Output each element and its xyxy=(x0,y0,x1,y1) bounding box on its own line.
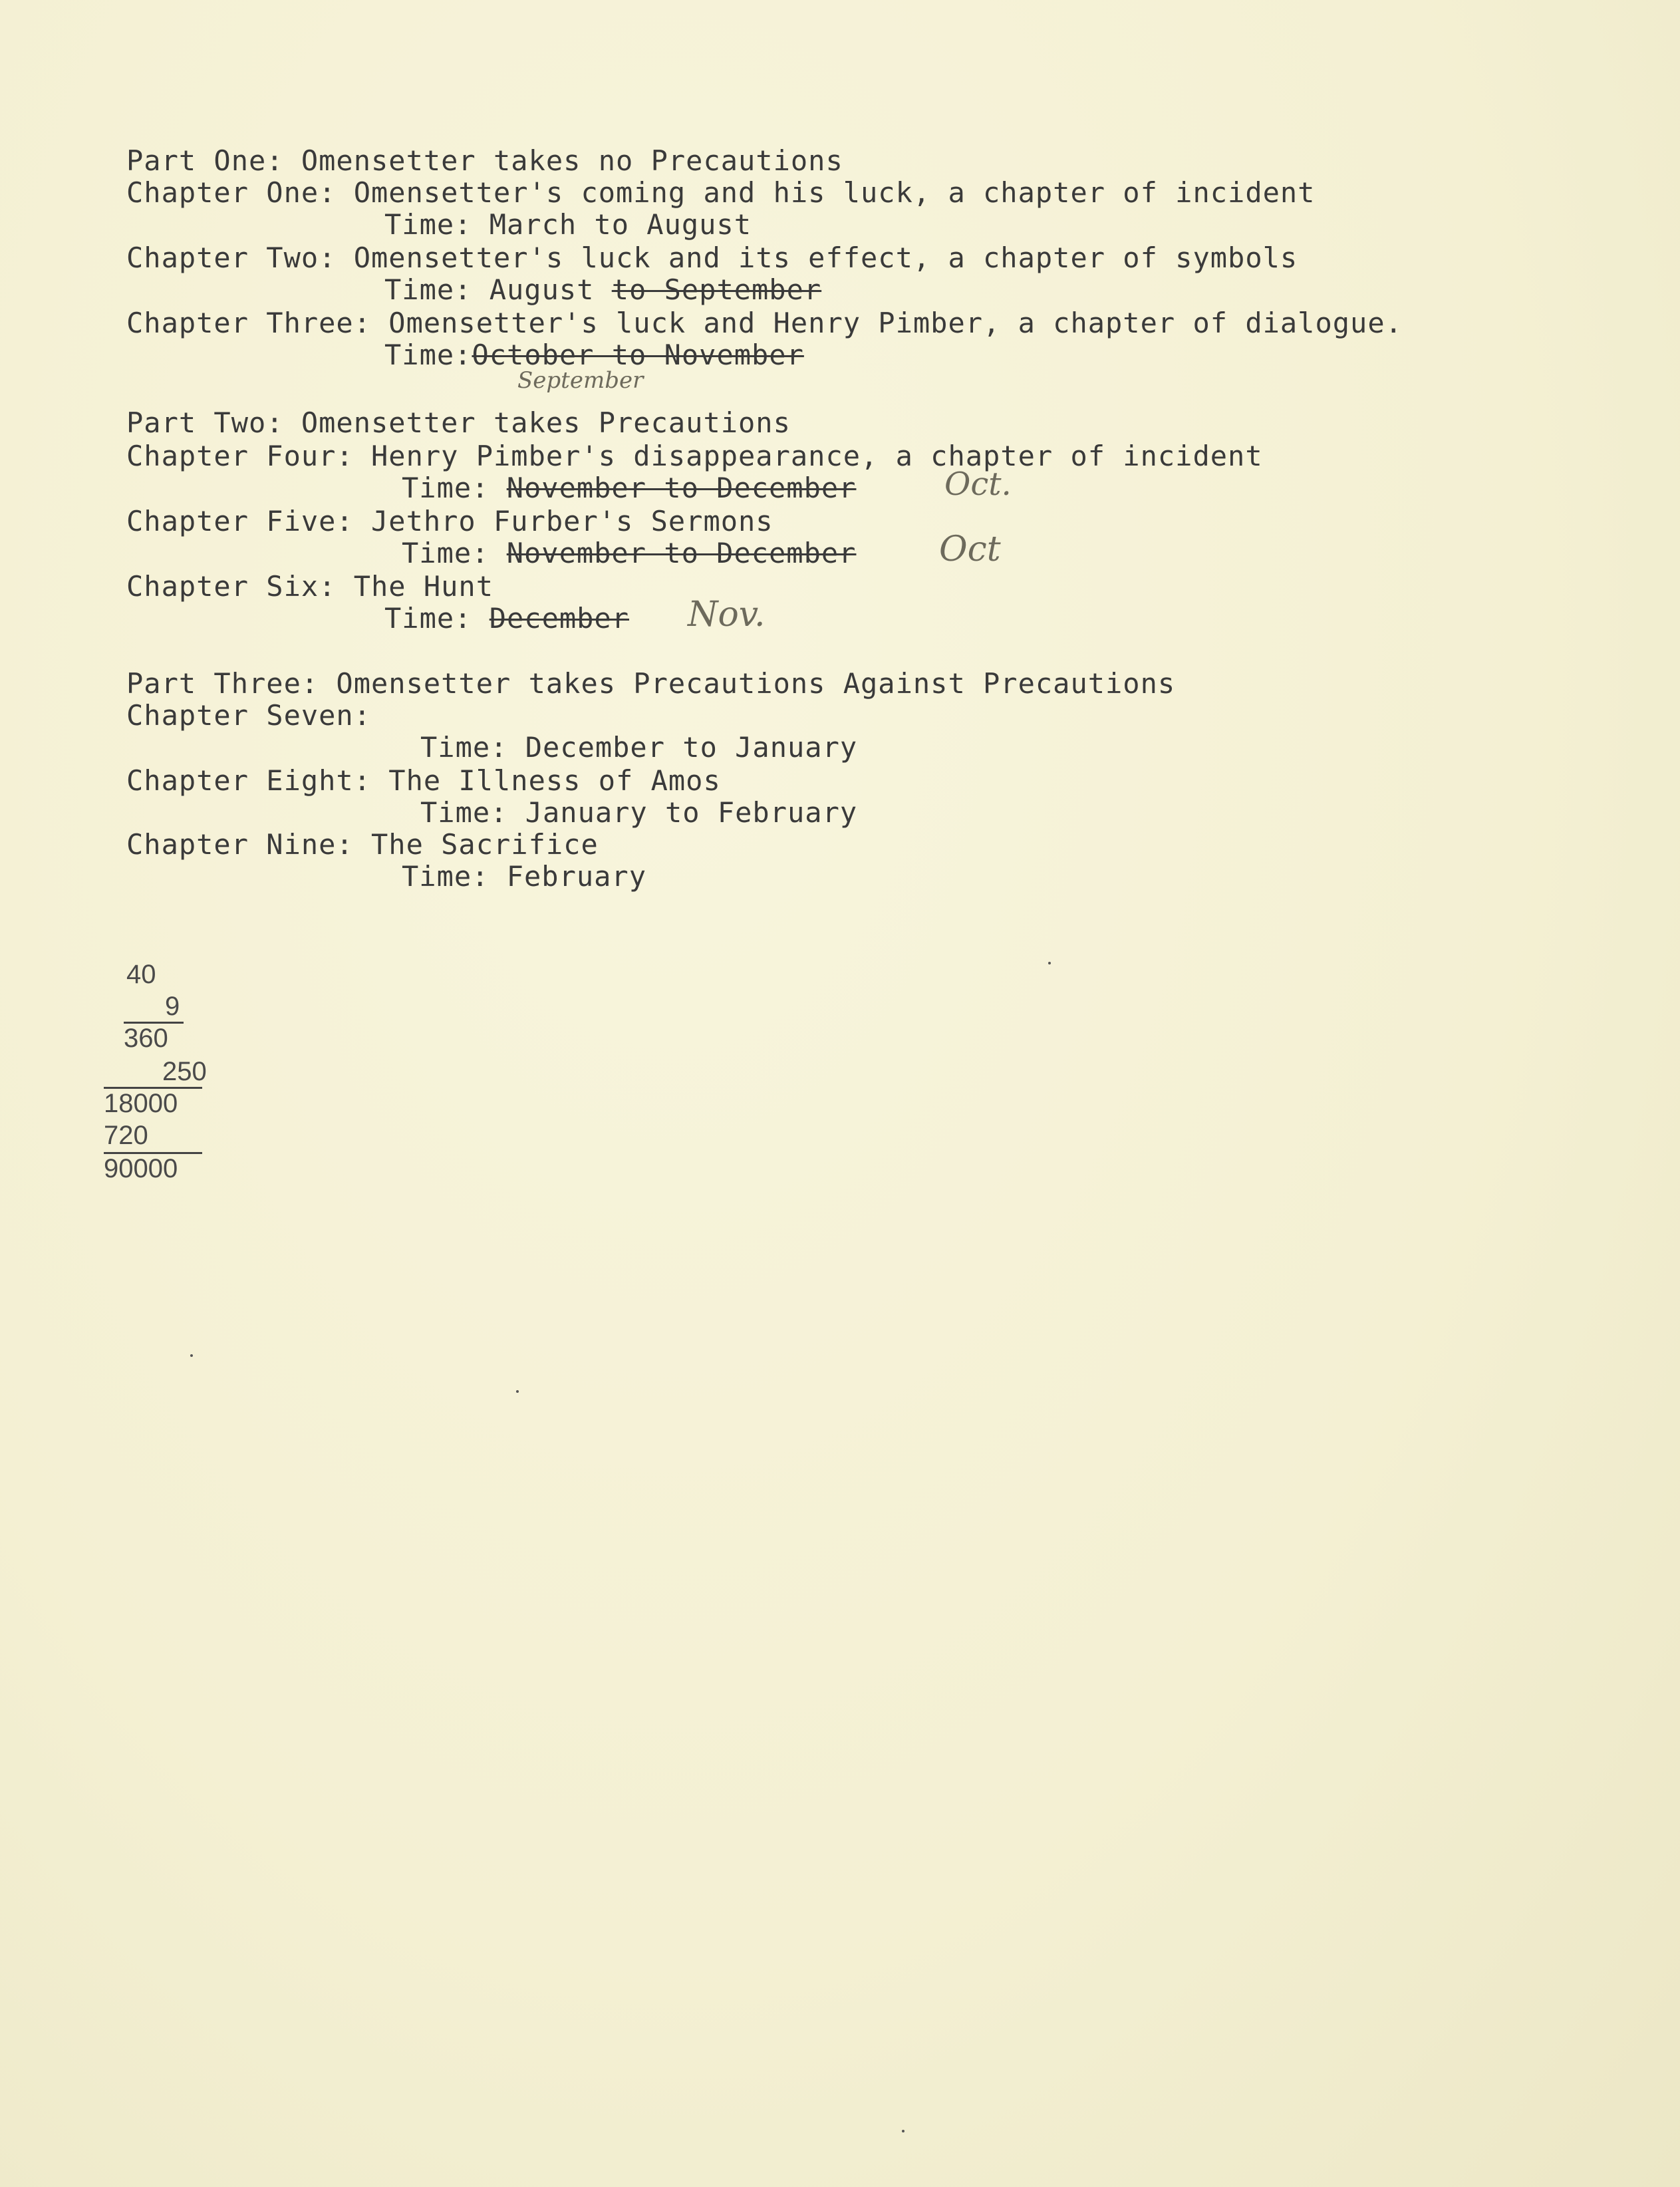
chapter-one-time: Time: March to August xyxy=(384,208,752,241)
chapter-five-handwritten-note: Oct xyxy=(939,529,1001,569)
chapter-six-time-prefix: Time: xyxy=(384,602,490,635)
part-two-heading: Part Two: Omensetter takes Precautions xyxy=(126,406,791,439)
chapter-six-time xyxy=(384,603,629,635)
calc-row-6: 720 xyxy=(104,1121,148,1150)
chapter-nine-time: Time: February xyxy=(402,860,647,893)
chapter-four-time-struck: November to December xyxy=(506,472,857,504)
chapter-seven-time: Time: December to January xyxy=(420,731,858,764)
calc-row-7: 90000 xyxy=(104,1154,178,1183)
chapter-three-title: Chapter Three: Omensetter's luck and Henry Pimber, a chapter of dialogue. xyxy=(126,307,1403,339)
chapter-one-title: Chapter One: Omensetter's coming and his luck, a chapter of incident xyxy=(126,176,1316,209)
chapter-five-time-struck: November to December xyxy=(506,537,857,569)
chapter-eight-title: Chapter Eight: The Illness of Amos xyxy=(126,764,721,797)
chapter-six-time-struck: December xyxy=(489,602,630,635)
part-one-heading: Part One: Omensetter takes no Precautions xyxy=(126,144,843,177)
calc-row-3: 360 xyxy=(124,1024,168,1053)
paper-speck xyxy=(190,1354,193,1357)
chapter-three-handwritten-note: September xyxy=(517,367,644,394)
chapter-four-title: Chapter Four: Henry Pimber's disappearance, a chapter of incident xyxy=(126,440,1263,472)
part-three-heading: Part Three: Omensetter takes Precautions Against Precautions xyxy=(126,667,1176,700)
chapter-five-title: Chapter Five: Jethro Furber's Sermons xyxy=(126,505,773,537)
chapter-four-handwritten-note: Oct. xyxy=(944,466,1012,503)
chapter-four-time-prefix: Time: xyxy=(402,472,507,504)
chapter-six-handwritten-note: Nov. xyxy=(688,595,766,635)
paper-speck xyxy=(1048,962,1051,964)
chapter-seven-title: Chapter Seven: xyxy=(126,699,372,732)
chapter-eight-time: Time: January to February xyxy=(420,796,858,829)
calc-row-4: 250 xyxy=(162,1057,207,1086)
chapter-six-title: Chapter Six: The Hunt xyxy=(126,570,494,603)
chapter-three-time-struck: October to November xyxy=(472,339,804,371)
paper-speck xyxy=(902,2130,905,2132)
chapter-two-time xyxy=(384,274,821,306)
calc-row-2: 9 xyxy=(165,992,180,1021)
chapter-three-time-prefix: Time: xyxy=(384,339,472,371)
chapter-two-title: Chapter Two: Omensetter's luck and its effect, a chapter of symbols xyxy=(126,241,1298,274)
chapter-five-time xyxy=(402,537,856,569)
chapter-nine-title: Chapter Nine: The Sacrifice xyxy=(126,828,599,861)
chapter-two-time-prefix: Time: August xyxy=(384,273,612,306)
calc-row-1: 40 xyxy=(126,960,156,989)
chapter-five-time-prefix: Time: xyxy=(402,537,507,569)
chapter-four-time xyxy=(402,472,856,504)
chapter-three-time xyxy=(384,339,804,371)
paper-speck xyxy=(516,1390,519,1393)
chapter-two-time-struck: to September xyxy=(611,273,822,306)
calc-row-5: 18000 xyxy=(104,1089,178,1118)
